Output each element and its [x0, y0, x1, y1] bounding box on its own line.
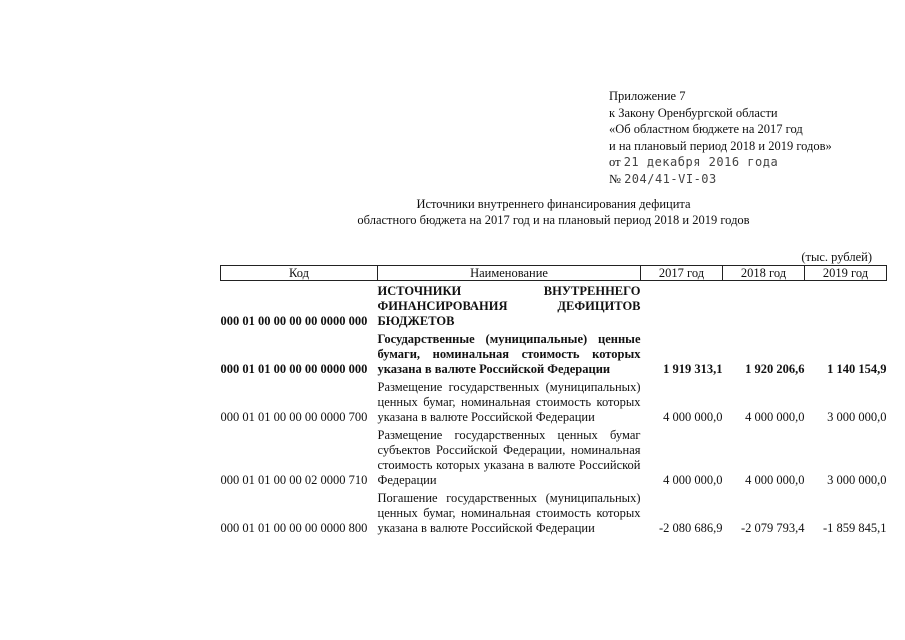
number-stamp: 204/41-VI-03 — [624, 171, 717, 186]
sources-table — [220, 265, 887, 536]
row-value-2017: 4 000 000,0 — [663, 473, 723, 487]
header-2018: 2018 год — [723, 266, 805, 281]
row-value-2017: 1 919 313,1 — [663, 362, 723, 376]
appendix-law: к Закону Оренбургской области — [609, 105, 778, 120]
document-title-line2: областного бюджета на 2017 год и на плановый период 2018 и 2019 годов — [357, 213, 750, 227]
document-title-line1: Источники внутреннего финансирования дефицита — [416, 197, 691, 211]
table-row — [221, 488, 887, 536]
row-value-2018: 1 920 206,6 — [745, 362, 805, 376]
row-code: 000 01 00 00 00 00 0000 000 — [220, 314, 368, 328]
header-2019: 2019 год — [805, 266, 887, 281]
table-row — [221, 329, 887, 377]
table-row — [221, 377, 887, 425]
appendix-title: Приложение 7 — [609, 89, 686, 103]
appendix-budget-line: «Об областном бюджете на 2017 год — [609, 122, 803, 136]
appendix-number — [609, 171, 899, 188]
row-value-2019: 3 000 000,0 — [827, 410, 887, 424]
appendix-period-line: и на плановый период 2018 и 2019 годов» — [609, 138, 832, 153]
date-prefix: от — [609, 155, 624, 169]
date-stamp: 21 декабря 2016 года — [623, 155, 779, 169]
document-title — [220, 196, 887, 228]
row-code: 000 01 01 00 00 00 0000 000 — [220, 362, 368, 376]
row-value-2017: 4 000 000,0 — [663, 410, 723, 424]
row-code: 000 01 01 00 00 02 0000 710 — [220, 473, 368, 487]
row-code: 000 01 01 00 00 00 0000 800 — [220, 521, 368, 535]
number-prefix: № — [609, 171, 625, 186]
table-row — [221, 425, 887, 488]
row-value-2019: -1 859 845,1 — [822, 521, 887, 535]
row-value-2018: 4 000 000,0 — [745, 473, 805, 487]
row-value-2019: 3 000 000,0 — [827, 473, 887, 487]
row-value-2019 — [805, 281, 887, 330]
header-name: Наименование — [378, 266, 641, 281]
row-value-2018 — [723, 281, 805, 330]
appendix-block — [609, 88, 899, 187]
row-name: Погашение государственных (муниципальных) ценных бумаг, номинальная стоимость которых указана в валюте Российской Федерации — [377, 491, 641, 535]
row-value-2019: 1 140 154,9 — [827, 362, 887, 376]
table-header-row — [221, 266, 887, 281]
row-value-2017 — [641, 281, 723, 330]
appendix-date — [609, 154, 899, 171]
row-name: Размещение государственных (муниципальных) ценных бумаг, номинальная стоимость которых указана в валюте Российской Федерации — [377, 380, 641, 424]
header-code: Код — [221, 266, 378, 281]
row-name: Размещение государственных ценных бумаг субъектов Российской Федерации, номинальная стоимость которых указана в валюте Российской Федерации — [377, 428, 641, 487]
row-name: ИСТОЧНИКИ ВНУТРЕННЕГО ФИНАНСИРОВАНИЯ ДЕФИЦИТОВ БЮДЖЕТОВ — [377, 284, 641, 328]
table-row — [221, 281, 887, 330]
row-value-2018: -2 079 793,4 — [740, 521, 805, 535]
row-name: Государственные (муниципальные) ценные бумаги, номинальная стоимость которых указана в валюте Российской Федерации — [377, 332, 641, 376]
units-label: (тыс. рублей) — [801, 250, 872, 264]
header-2017: 2017 год — [641, 266, 723, 281]
row-code: 000 01 01 00 00 00 0000 700 — [220, 410, 368, 424]
row-value-2017: -2 080 686,9 — [658, 521, 723, 535]
row-value-2018: 4 000 000,0 — [745, 410, 805, 424]
